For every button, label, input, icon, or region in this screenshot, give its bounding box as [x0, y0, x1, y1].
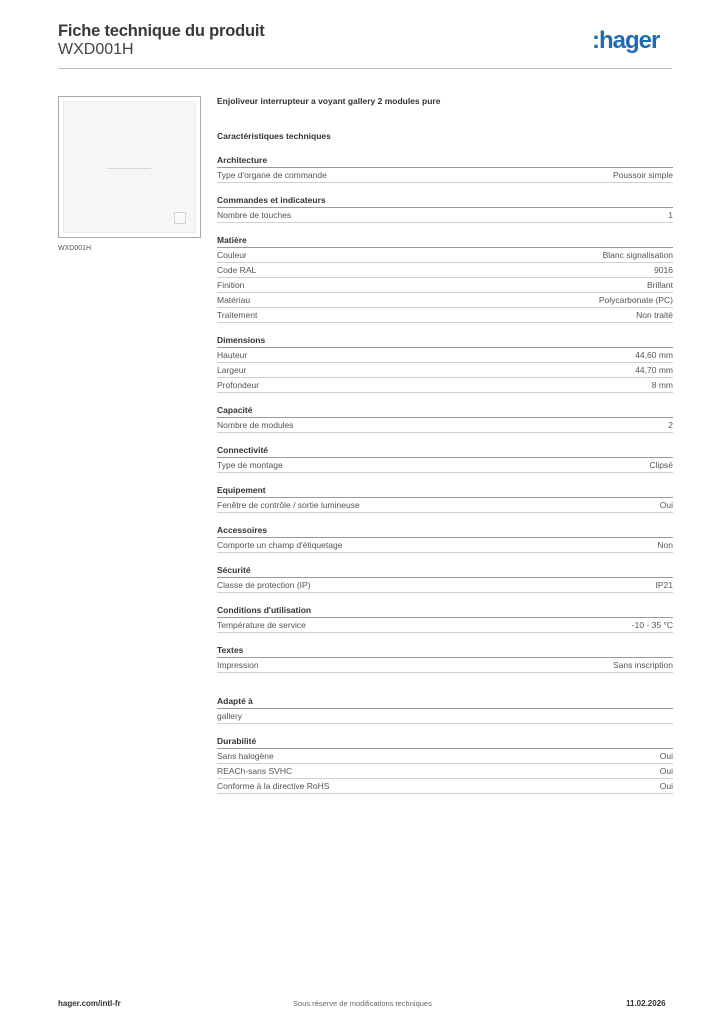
spec-section — [217, 195, 673, 223]
spec-sections — [217, 155, 673, 673]
spec-value: -10 - 35 °C — [631, 620, 673, 630]
spec-label: REACh-sans SVHC — [217, 766, 293, 776]
spec-label: Traitement — [217, 310, 258, 320]
spec-section — [217, 335, 673, 393]
section-heading: Adapté à — [217, 696, 673, 709]
spec-label: Hauteur — [217, 350, 248, 360]
spec-row — [217, 250, 673, 263]
spec-section — [217, 605, 673, 633]
spec-section — [217, 565, 673, 593]
page-title: Fiche technique du produit — [58, 22, 265, 40]
spec-label: Couleur — [217, 250, 247, 260]
spec-row — [217, 280, 673, 293]
characteristics-heading: Caractéristiques techniques — [217, 131, 331, 141]
product-image — [58, 96, 201, 238]
spec-row — [217, 781, 673, 794]
section-heading: Commandes et indicateurs — [217, 195, 673, 208]
spec-row — [217, 660, 673, 673]
spec-label: Comporte un champ d'étiquetage — [217, 540, 343, 550]
spec-label: Matériau — [217, 295, 251, 305]
spec-content — [217, 96, 673, 806]
section-heading: Dimensions — [217, 335, 673, 348]
section-heading: Equipement — [217, 485, 673, 498]
spec-label: Largeur — [217, 365, 247, 375]
spec-section — [217, 445, 673, 473]
section-heading: Sécurité — [217, 565, 673, 578]
spec-value: IP21 — [655, 580, 673, 590]
spec-value: Oui — [659, 500, 673, 510]
spec-label: Fenêtre de contrôle / sortie lumineuse — [217, 500, 360, 510]
spec-section — [217, 485, 673, 513]
spec-value: Oui — [659, 751, 673, 761]
spec-label: Impression — [217, 660, 259, 670]
spec-row — [217, 460, 673, 473]
spec-section — [217, 525, 673, 553]
compatible-label: gallery — [217, 711, 243, 721]
spec-label: Type de montage — [217, 460, 283, 470]
spec-row — [217, 751, 673, 764]
label-window-icon — [174, 212, 186, 224]
spec-row — [217, 310, 673, 323]
compatible-item — [217, 711, 673, 724]
spec-section — [217, 235, 673, 323]
section-heading: Durabilité — [217, 736, 673, 749]
section-heading: Matière — [217, 235, 673, 248]
footer-date: 11.02.2026 — [626, 999, 666, 1008]
spec-value: 2 — [668, 420, 673, 430]
section-heading: Accessoires — [217, 525, 673, 538]
spec-row — [217, 420, 673, 433]
spec-row — [217, 210, 673, 223]
spec-label: Profondeur — [217, 380, 260, 390]
spec-section — [217, 155, 673, 183]
spec-value: 44,60 mm — [635, 350, 673, 360]
spec-label: Sans halogène — [217, 751, 274, 761]
footer-disclaimer: Sous réserve de modifications techniques — [293, 999, 432, 1008]
section-heading: Architecture — [217, 155, 673, 168]
section-heading: Capacité — [217, 405, 673, 418]
spec-label: Code RAL — [217, 265, 257, 275]
spec-value: Oui — [659, 781, 673, 791]
section-adapte — [217, 696, 673, 724]
product-plate — [63, 101, 196, 233]
spec-row — [217, 580, 673, 593]
spec-label: Température de service — [217, 620, 306, 630]
spec-row — [217, 540, 673, 553]
product-reference: WXD001H — [58, 41, 134, 58]
spec-row — [217, 295, 673, 308]
spec-label: Nombre de touches — [217, 210, 292, 220]
spec-section — [217, 405, 673, 433]
spec-value: Clipsé — [649, 460, 673, 470]
spec-value: Poussoir simple — [613, 170, 673, 180]
header-divider — [58, 68, 672, 69]
section-durabilite — [217, 736, 673, 794]
spec-value: Non — [657, 540, 673, 550]
spec-label: Conforme à la directive RoHS — [217, 781, 330, 791]
spec-value: Non traité — [636, 310, 673, 320]
spec-label: Finition — [217, 280, 245, 290]
hager-logo: :hager — [592, 27, 660, 54]
spec-value: Blanc signalisation — [602, 250, 673, 260]
section-heading: Textes — [217, 645, 673, 658]
spec-label: Classe de protection (IP) — [217, 580, 311, 590]
image-caption: WXD001H — [58, 245, 92, 252]
spec-row — [217, 766, 673, 779]
spec-value: 44,70 mm — [635, 365, 673, 375]
spec-row — [217, 350, 673, 363]
spec-value: Oui — [659, 766, 673, 776]
spec-row — [217, 500, 673, 513]
section-heading: Conditions d'utilisation — [217, 605, 673, 618]
product-description: Enjoliveur interrupteur a voyant gallery 2 modules pure — [217, 96, 441, 106]
spec-row — [217, 170, 673, 183]
spec-section — [217, 645, 673, 673]
spec-value: 1 — [668, 210, 673, 220]
spec-row — [217, 265, 673, 278]
footer-website: hager.com/intl-fr — [58, 999, 121, 1008]
spec-value: Brillant — [647, 280, 673, 290]
spec-value: 9016 — [654, 265, 673, 275]
spec-label: Nombre de modules — [217, 420, 294, 430]
section-heading: Connectivité — [217, 445, 673, 458]
spec-value: Polycarbonate (PC) — [598, 295, 673, 305]
spec-row — [217, 365, 673, 378]
spec-row — [217, 380, 673, 393]
spec-label: Type d'organe de commande — [217, 170, 327, 180]
spec-value: 8 mm — [651, 380, 673, 390]
spec-value: Sans inscription — [612, 660, 673, 670]
spec-row — [217, 620, 673, 633]
indicator-slot — [107, 168, 151, 169]
